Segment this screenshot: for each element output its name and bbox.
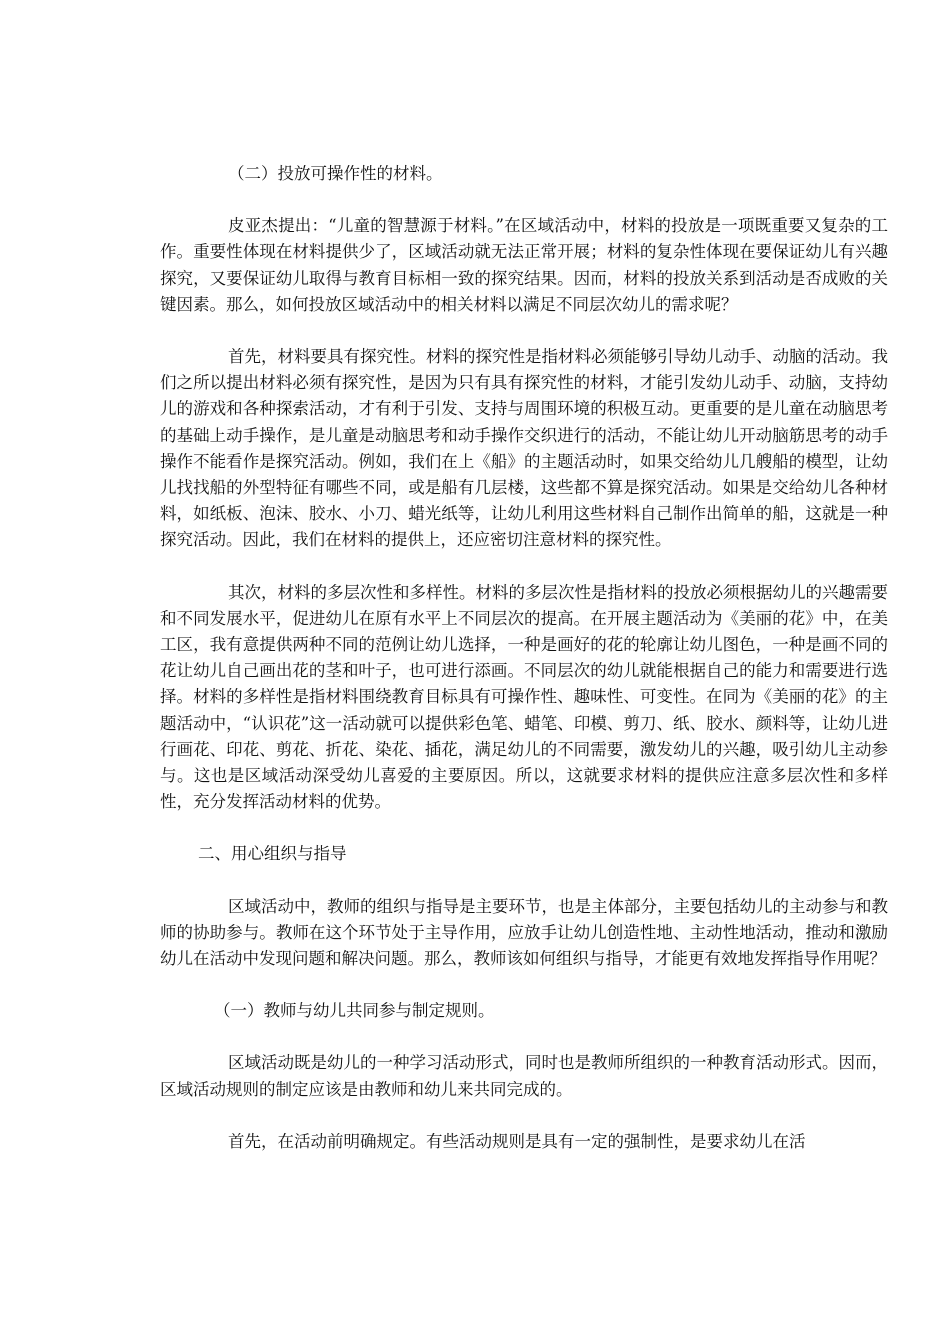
section-heading-rules: （一）教师与幼儿共同参与制定规则。 <box>214 1001 495 1021</box>
section-heading-guidance: 二、用心组织与指导 <box>198 844 347 864</box>
paragraph-teacher-guidance: 区域活动中，教师的组织与指导是主要环节，也是主体部分，主要包括幼儿的主动参与和教师的协助参与。教师在这个环节处于主导作用，应放手让幼儿创造性地、主动性地活动，推动和激励幼儿在活动中发现问题和解决问题。那么，教师该如何组织与指导，才能更有效地发挥指导作用呢？ <box>160 896 888 969</box>
document-body <box>160 161 888 1155</box>
paragraph-exploratory-materials: 首先，材料要具有探究性。材料的探究性是指材料必须能够引导幼儿动手、动脑的活动。我们之所以提出材料必须有探究性，是因为只有具有探究性的材料，才能引发幼儿动手、动脑，支持幼儿的游戏和各种探索活动，才有利于引发、支持与周围环境的积极互动。更重要的是儿童在动脑思考的基础上动手操作，是儿童是动脑思考和动手操作交织进行的活动，不能让幼儿开动脑筋思考的动手操作不能看作是探究活动。例如，我们在上《船》的主题活动时，如果交给幼儿几艘船的模型，让幼儿找找船的外型特征有哪些不同，或是船有几层楼，这些都不算是探究活动。如果是交给幼儿各种材料，如纸板、泡沫、胶水、小刀、蜡光纸等，让幼儿利用这些材料自己制作出简单的船，这就是一种探究活动。因此，我们在材料的提供上，还应密切注意材料的探究性。 <box>160 347 888 550</box>
paragraph-multilevel-materials: 其次，材料的多层次性和多样性。材料的多层次性是指材料的投放必须根据幼儿的兴趣需要和不同发展水平，促进幼儿在原有水平上不同层次的提高。在开展主题活动为《美丽的花》中，在美工区，我有意提供两种不同的范例让幼儿选择，一种是画好的花的轮廓让幼儿图色，一种是画不同的花让幼儿自己画出花的茎和叶子，也可进行添画。不同层次的幼儿就能根据自己的能力和需要进行选择。材料的多样性是指材料围绕教育目标具有可操作性、趣味性、可变性。在同为《美丽的花》的主题活动中，“认识花”这一活动就可以提供彩色笔、蜡笔、印模、剪刀、纸、胶水、颜料等，让幼儿进行画花、印花、剪花、折花、染花、插花，满足幼儿的不同需要，激发幼儿的兴趣，吸引幼儿主动参与。这也是区域活动深受幼儿喜爱的主要原因。所以，这就要求材料的提供应注意多层次性和多样性，充分发挥活动材料的优势。 <box>160 582 888 812</box>
paragraph-piaget-materials: 皮亚杰提出：“儿童的智慧源于材料。”在区域活动中，材料的投放是一项既重要又复杂的工作。重要性体现在材料提供少了，区域活动就无法正常开展；材料的复杂性体现在要保证幼儿有兴趣探究，又要保证幼儿取得与教育目标相一致的探究结果。因而，材料的投放关系到活动是否成败的关键因素。那么，如何投放区域活动中的相关材料以满足不同层次幼儿的需求呢？ <box>160 216 888 314</box>
section-heading-materials: （二）投放可操作性的材料。 <box>228 164 443 183</box>
paragraph-rules-before-activity: 首先，在活动前明确规定。有些活动规则是具有一定的强制性，是要求幼儿在活 <box>228 1131 806 1151</box>
paragraph-rules-cooperation: 区域活动既是幼儿的一种学习活动形式，同时也是教师所组织的一种教育活动形式。因而，区域活动规则的制定应该是由教师和幼儿来共同完成的。 <box>160 1053 888 1099</box>
